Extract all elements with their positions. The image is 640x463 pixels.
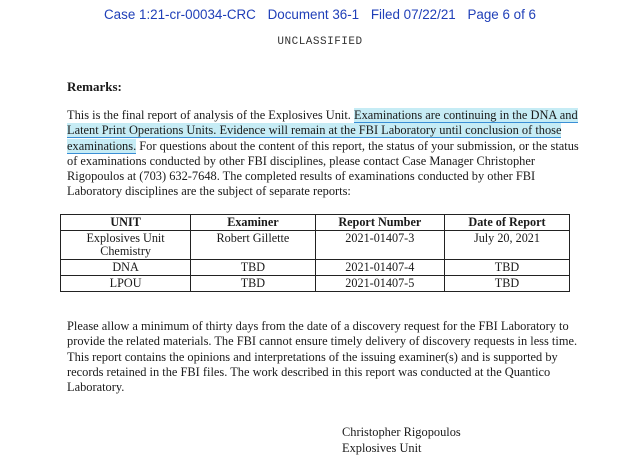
document-number: Document 36-1 (267, 7, 360, 22)
page-number: Page 6 of 6 (467, 7, 536, 22)
cell-examiner: TBD (191, 260, 316, 276)
cell-date: July 20, 2021 (444, 231, 569, 260)
cell-examiner: Robert Gillette (191, 231, 316, 260)
remarks-heading: Remarks: (67, 79, 122, 94)
remarks-text-end: For questions about the content of this report, the status of your submission, or the status of examinations conducted by other FBI disciplines, please contact Case Manager Christopher Rigopoulos at (703) 632-7648. The completed results of examinations conducted by other FBI Laboratory disciplines are the subject of separate reports: (67, 138, 579, 199)
filed-date: Filed 07/22/21 (370, 7, 456, 22)
cell-unit: DNA (61, 260, 191, 276)
cell-unit: LPOU (61, 276, 191, 292)
header-examiner: Examiner (191, 215, 316, 231)
cell-unit: Explosives Unit Chemistry (61, 231, 191, 260)
remarks-text-start: This is the final report of analysis of the Explosives Unit. (67, 108, 354, 122)
header-unit: UNIT (61, 215, 191, 231)
cell-report-number: 2021-01407-3 (315, 231, 444, 260)
case-number: Case 1:21-cr-00034-CRC (104, 7, 256, 22)
cell-examiner: TBD (191, 276, 316, 292)
court-filing-header (0, 7, 640, 22)
cell-report-number: 2021-01407-5 (315, 276, 444, 292)
table-row (61, 276, 570, 292)
highlighted-text: Examinations are continuing in the DNA and Latent Print Operations Units. Evidence will remain at the FBI Laboratory until conclusion of those examinations. (67, 108, 578, 153)
signature-block (342, 424, 461, 456)
table-header-row (61, 215, 570, 231)
cell-report-number: 2021-01407-4 (315, 260, 444, 276)
table-row (61, 231, 570, 260)
header-report-number: Report Number (315, 215, 444, 231)
header-date-of-report: Date of Report (444, 215, 569, 231)
signature-name: Christopher Rigopoulos (342, 425, 461, 439)
table-row (61, 260, 570, 276)
cell-date: TBD (444, 260, 569, 276)
closing-paragraph: Please allow a minimum of thirty days from the date of a discovery request for the FBI Laboratory to provide the related materials. The FBI cannot ensure timely delivery of discovery requests in less time. This report contains the opinions and interpretations of the issuing examiner(s) and is supported by records retained in the FBI files. The work described in this report was conducted at the Quantico Laboratory. (67, 319, 578, 395)
classification-marking: UNCLASSIFIED (277, 36, 363, 48)
signature-unit: Explosives Unit (342, 441, 422, 455)
cell-date: TBD (444, 276, 569, 292)
remarks-paragraph (67, 108, 587, 200)
reports-table (60, 214, 570, 292)
